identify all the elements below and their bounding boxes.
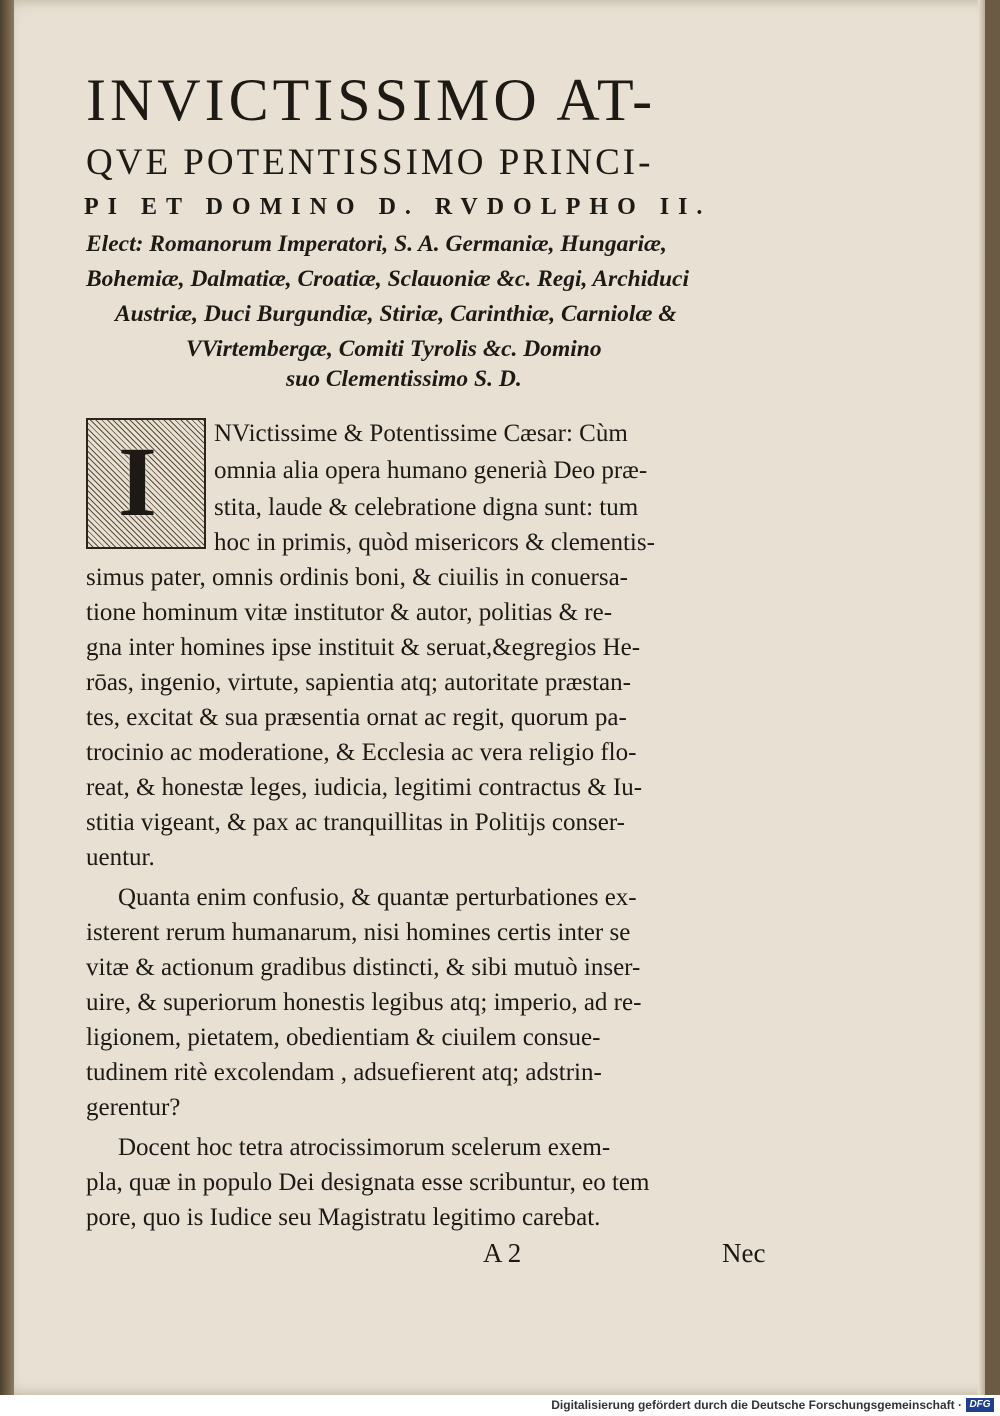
text-line: Docent hoc tetra atrocissimorum scelerum exem- bbox=[118, 1134, 611, 1161]
text-line: uentur. bbox=[86, 844, 155, 871]
text-line: rōas, ingenio, virtute, sapientia atq; autoritate præstan- bbox=[86, 669, 631, 696]
initial-letter: I bbox=[118, 426, 157, 537]
dedication-line: Austriæ, Duci Burgundiæ, Stiriæ, Carinthiæ, Carniolæ & bbox=[115, 301, 677, 327]
text-line: Quanta enim confusio, & quantæ perturbationes ex- bbox=[118, 884, 637, 911]
binding-gutter bbox=[0, 0, 14, 1395]
heading-line-2: QVE POTENTISSIMO PRINCI- bbox=[86, 142, 654, 183]
text-line: hoc in primis, quòd misericors & clementis- bbox=[214, 529, 655, 556]
dedication-line: Elect: Romanorum Imperatori, S. A. Germaniæ, Hungariæ, bbox=[86, 231, 667, 257]
dedication-line: suo Clementissimo S. D. bbox=[286, 366, 522, 392]
text-line: simus pater, omnis ordinis boni, & ciuilis in conuersa- bbox=[86, 564, 628, 591]
text-line: stita, laude & celebratione digna sunt: tum bbox=[214, 494, 639, 521]
heading-line-1: INVICTISSIMO AT- bbox=[86, 67, 657, 133]
text-line: omnia alia opera humano generià Deo præ- bbox=[214, 457, 648, 484]
text-line: ligionem, pietatem, obedientiam & ciuilem consue- bbox=[86, 1024, 601, 1051]
text-line: trocinio ac moderatione, & Ecclesia ac vera religio flo- bbox=[86, 739, 637, 766]
text-line: stitia vigeant, & pax ac tranquillitas in Politijs conser- bbox=[86, 809, 625, 836]
text-line: tione hominum vitæ institutor & autor, politias & re- bbox=[86, 599, 613, 626]
text-line: tes, excitat & sua præsentia ornat ac regit, quorum pa- bbox=[86, 704, 627, 731]
signature-mark: A 2 bbox=[483, 1238, 522, 1268]
text-line: pla, quæ in populo Dei designata esse scribuntur, eo tem bbox=[86, 1169, 650, 1196]
text-line: tudinem ritè excolendam , adsuefierent atq; adstrin- bbox=[86, 1059, 602, 1086]
funding-notice: Digitalisierung gefördert durch die Deutsche Forschungsgemeinschaft · bbox=[551, 1398, 962, 1412]
text-line: gerentur? bbox=[86, 1094, 181, 1121]
heading-line-3: PI ET DOMINO D. RVDOLPHO II. bbox=[84, 194, 712, 220]
dfg-logo[interactable]: DFG bbox=[966, 1398, 994, 1412]
dedication-line: VVirtembergæ, Comiti Tyrolis &c. Domino bbox=[186, 336, 602, 362]
text-line: isterent rerum humanarum, nisi homines certis inter se bbox=[86, 919, 631, 946]
page-edge bbox=[978, 0, 985, 1395]
dedication-line: Bohemiæ, Dalmatiæ, Croatiæ, Sclauoniæ &c. Regi, Archiduci bbox=[86, 266, 690, 292]
footer-bar bbox=[0, 1395, 1000, 1416]
text-line: reat, & honestæ leges, iudicia, legitimi contractus & Iu- bbox=[86, 774, 643, 801]
text-line: vitæ & actionum gradibus distincti, & sibi mutuò inser- bbox=[86, 954, 641, 981]
text-line: uire, & superiorum honestis legibus atq; imperio, ad re- bbox=[86, 989, 642, 1016]
text-line: gna inter homines ipse instituit & seruat,&egregios He- bbox=[86, 634, 641, 661]
catchword: Nec bbox=[722, 1238, 766, 1268]
text-line: NVictissime & Potentissime Cæsar: Cùm bbox=[214, 420, 628, 447]
decorated-initial bbox=[86, 418, 206, 549]
text-line: pore, quo is Iudice seu Magistratu legitimo carebat. bbox=[86, 1204, 601, 1231]
